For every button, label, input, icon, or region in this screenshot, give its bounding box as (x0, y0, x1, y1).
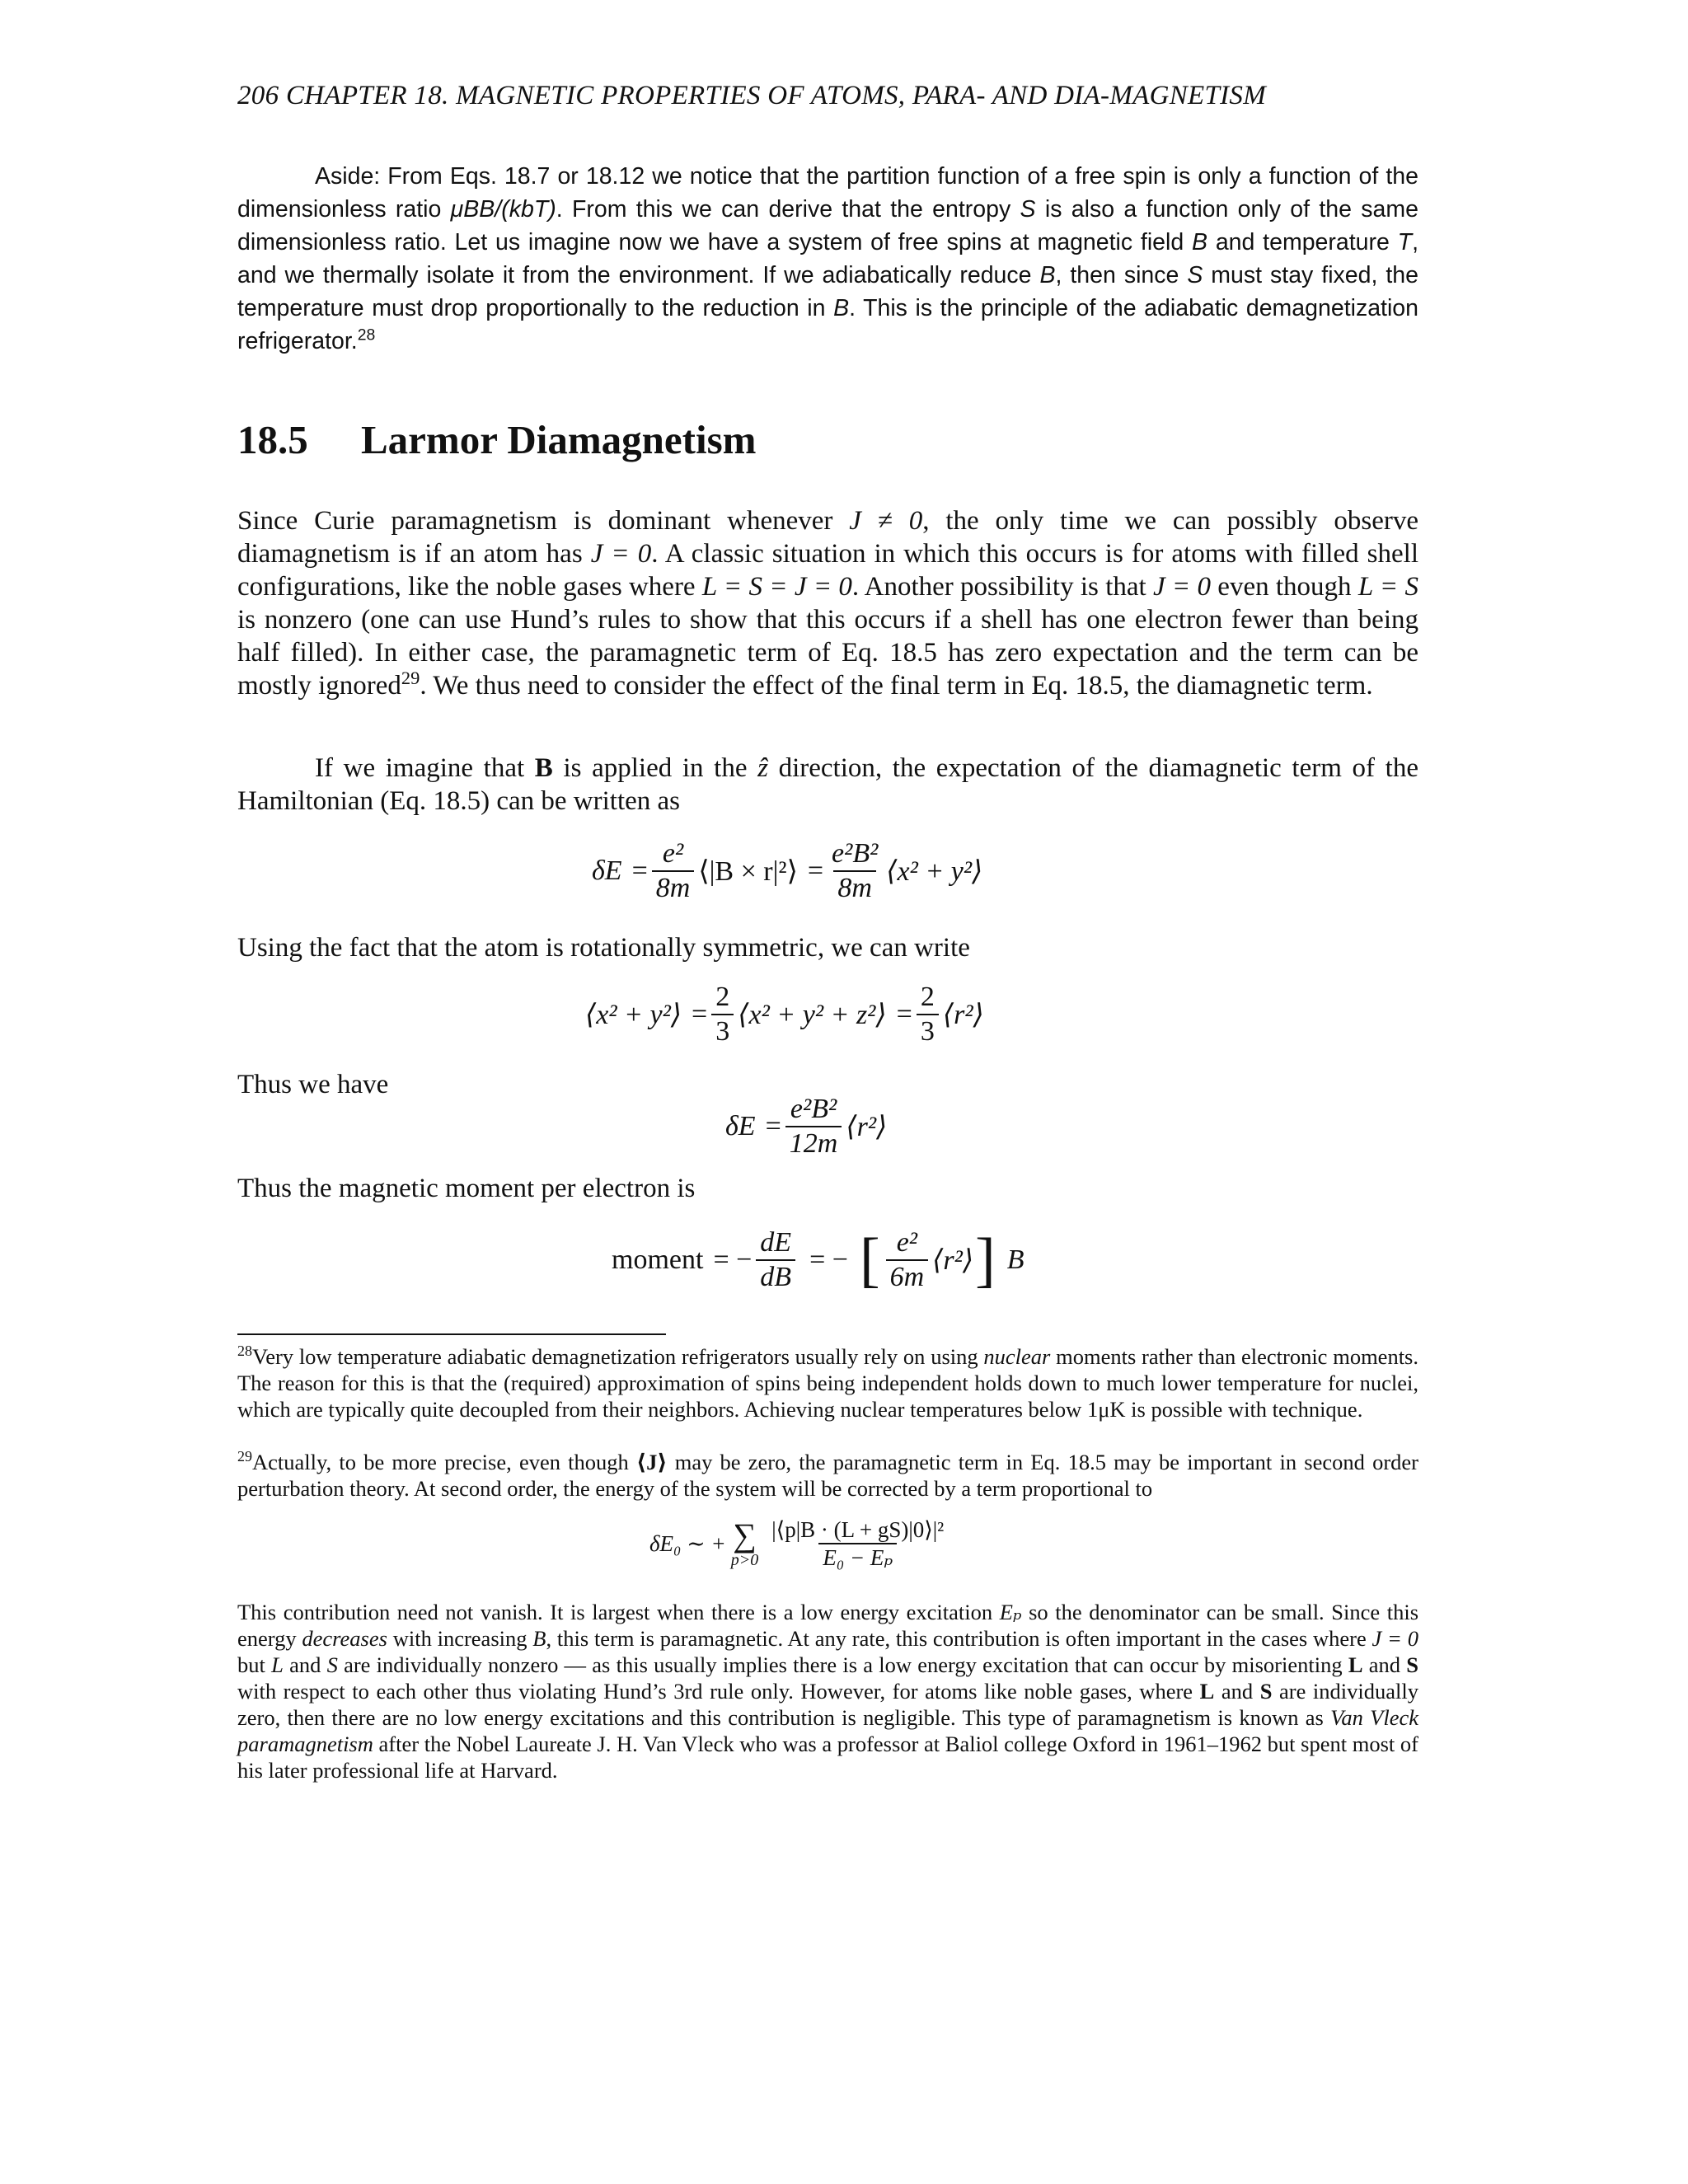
footnote-ref-29[interactable]: 29 (401, 668, 420, 688)
text-line: Thus the magnetic moment per electron is (237, 1174, 696, 1203)
body-paragraph-2: If we imagine that B is applied in the ẑ direction, the expectation of the diamagnetic term of the Hamiltonian (Eq. 18.5) can be written as (237, 753, 1418, 816)
footnote-29-continued: This contribution need not vanish. It is largest when there is a low energy excitation Eₚ so the denominator can be small. Since this energy decreases with increasing B, this term is paramagnetic. At any rate, this contribution is often important in the cases where J = 0 but L and S are individually nonzero — as this usually implies there is a low energy excitation that can occur by misorienting L and S with respect to each other thus violating Hund’s 3rd rule only. However, for atoms like noble gases, where L and S are individually zero, then there are no low energy excitations and this contribution is negligible. This type of paramagnetism is known as Van Vleck paramagnetism after the Nobel Laureate J. H. Van Vleck who was a professor at Baliol college Oxford in 1961–1962 but spent most of his later professional life at Harvard. (237, 1600, 1419, 1783)
aside-paragraph: Aside: From Eqs. 18.7 or 18.12 we notice that the partition function of a free spin is only a function of the dimensionless ratio μBB/(kbT). From this we can derive that the entropy S is also a function only of the same dimensionless ratio. Let us imagine now we have a system of free spins at magnetic field B and temperature T, and we thermally isolate it from the environment. If we adiabatically reduce B, then since S must stay fixed, the temperature must drop proportionally to the reduction in B. This is the principle of the adiabatic demagnetization refrigerator.$^{28}$ (237, 163, 1418, 354)
section-heading (237, 416, 757, 463)
equation-second-order: δE₀ ∼ + ∑ p>0 $\frac{\text{|⟨p|B · (L + gS)|0⟩|²}}{\text{E₀ − Eₚ}}$ (649, 1516, 945, 1571)
body-paragraph-1: Since Curie paramagnetism is dominant whenever J ≠ 0, the only time we can possibly observe diamagnetism is if an atom has J = 0. A classic situation in which this occurs is for atoms with filled shell configurations, like the noble gases where L = S = J = 0. Another possibility is that J = 0 even though L = S is nonzero (one can use Hund’s rules to show that this occurs if a shell has one electron fewer than being half filled). In either case, the paramagnetic term of Eq. 18.5 has zero expectation and the term can be mostly ignored$^{29}$. We thus need to consider the effect of the final term in Eq. 18.5, the diamagnetic term. (237, 506, 1419, 701)
equation-rotational-symmetry: ⟨x² + y²⟩ = $\frac{2}{3}$ ⟨x² + y² + z²⟩ = $\frac{2}{3}$ ⟨r²⟩ (585, 982, 984, 1047)
footnote-ref-28[interactable]: 28 (357, 326, 376, 344)
equation-delta-e: δE = $\frac{\text{e²}}{8m}$ ⟨|B × r|²⟩ = $\frac{\text{e²B²}}{8m}$ ⟨x² + y²⟩ (592, 838, 983, 903)
footnote-29: $^{29}$Actually, to be more precise, even though ⟨J⟩ may be zero, the paramagnetic term in Eq. 18.5 may be important in second order perturbation theory. At second order, the energy of the system will be corrected by a term proportional to (237, 1448, 1418, 1501)
section-title: Larmor Diamagnetism (361, 417, 757, 462)
text-line: Thus we have (237, 1070, 389, 1099)
footnote-28: $^{28}$Very low temperature adiabatic demagnetization refrigerators usually rely on using nuclear moments rather than electronic moments. The reason for this is that the (required) approximation of spins being independent holds down to much lower temperature for nuclei, which are typically quite decoupled from their neighbors. Achieving nuclear temperatures below 1μK is possible with technique. (237, 1343, 1418, 1422)
footnote-rule (237, 1333, 666, 1335)
equation-moment: moment = − $\frac{dE}{dB}$ = − [ $\frac{\text{e²}}{6m}$ ⟨r²⟩ ] B (612, 1226, 1025, 1294)
text-line: Using the fact that the atom is rotationally symmetric, we can write (237, 933, 970, 963)
equation-delta-e-result: δE = $\frac{\text{e²B²}}{12m}$ ⟨r²⟩ (725, 1094, 888, 1159)
running-header: 206 CHAPTER 18. MAGNETIC PROPERTIES OF ATOMS, PARA- AND DIA-MAGNETISM (237, 81, 1267, 110)
math-inline: μBB/(kbT) (450, 196, 556, 223)
section-number: 18.5 (237, 417, 308, 462)
